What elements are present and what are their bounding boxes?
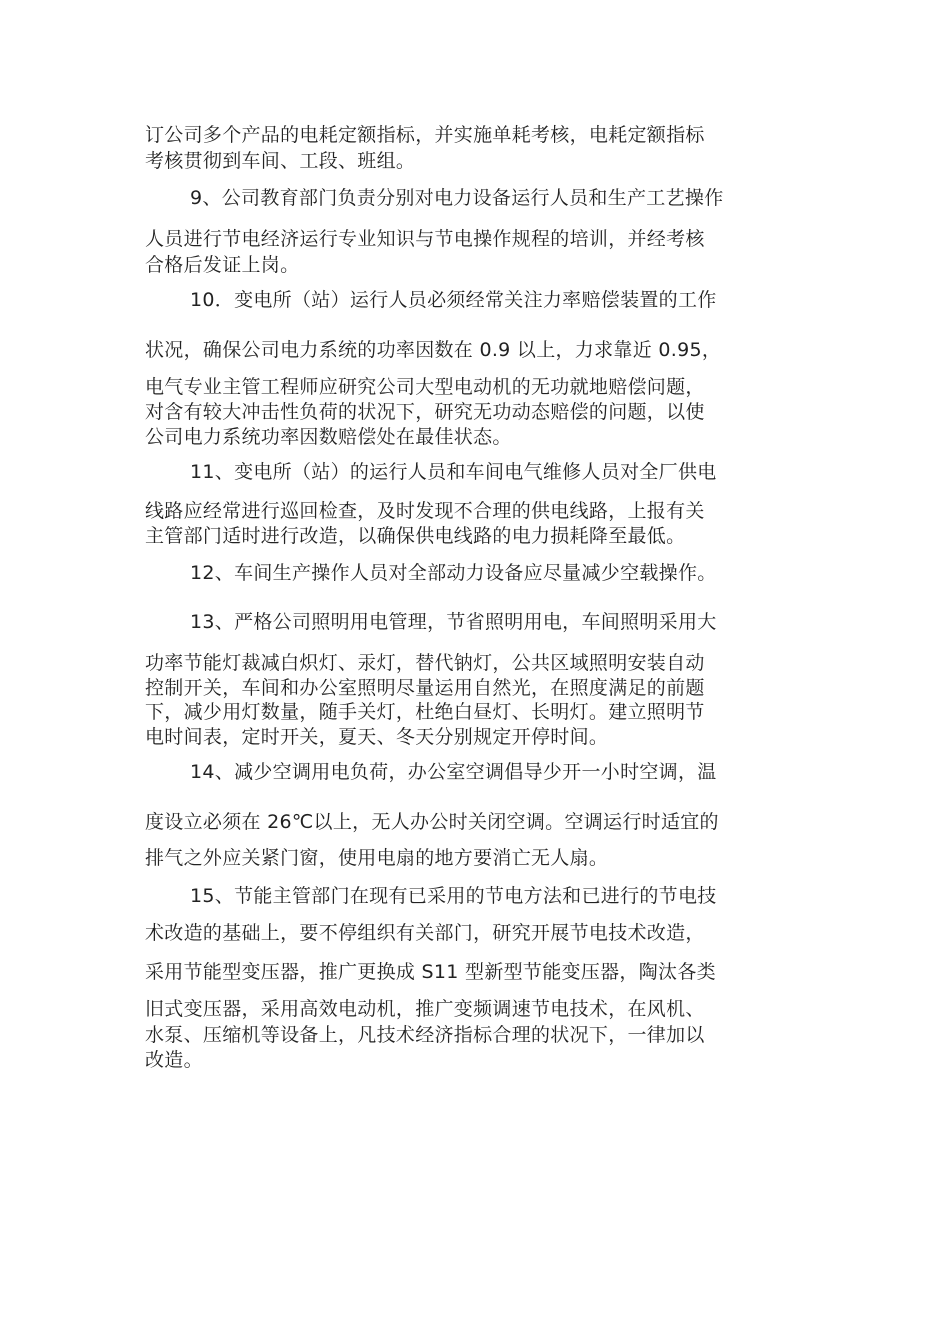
text-line: 公司电力系统功率因数赔偿处在最佳状态。	[145, 426, 512, 448]
text-line: 考核贯彻到车间、工段、班组。	[145, 150, 416, 172]
paragraph-12: 12、车间生产操作人员对全部动力设备应尽量减少空载操作。	[190, 562, 717, 584]
text-line: 订公司多个产品的电耗定额指标，并实施单耗考核，电耗定额指标	[145, 124, 705, 146]
text-line: 对含有较大冲击性负荷的状况下，研究无功动态赔偿的问题，以使	[145, 401, 705, 423]
text-line: 排气之外应关紧门窗，使用电扇的地方要消亡无人扇。	[145, 847, 609, 869]
paragraph-11-start: 11、变电所（站）的运行人员和车间电气维修人员对全厂供电	[190, 461, 717, 483]
text-line: 水泵、压缩机等设备上，凡技术经济指标合理的状况下，一律加以	[145, 1024, 705, 1046]
paragraph-10-start: 10．变电所（站）运行人员必须经常关注力率赔偿装置的工作	[190, 289, 717, 311]
text-line: 改造。	[145, 1049, 203, 1071]
text-line: 人员进行节电经济运行专业知识与节电操作规程的培训，并经考核	[145, 228, 705, 250]
text-line: 术改造的基础上，要不停组织有关部门，研究开展节电技术改造，	[145, 922, 705, 944]
text-line: 主管部门适时进行改造，以确保供电线路的电力损耗降至最低。	[145, 525, 686, 547]
paragraph-14-start: 14、减少空调用电负荷，办公室空调倡导少开一小时空调，温	[190, 761, 717, 783]
text-line: 合格后发证上岗。	[145, 254, 300, 276]
text-line: 旧式变压器，采用高效电动机，推广变频调速节电技术，在风机、	[145, 998, 705, 1020]
text-line: 电气专业主管工程师应研究公司大型电动机的无功就地赔偿问题，	[145, 376, 705, 398]
text-line: 度设立必须在 26℃以上，无人办公时关闭空调。空调运行时适宜的	[145, 811, 719, 833]
text-line: 线路应经常进行巡回检查，及时发现不合理的供电线路，上报有关	[145, 500, 705, 522]
paragraph-13-start: 13、严格公司照明用电管理，节省照明用电，车间照明采用大	[190, 611, 717, 633]
text-line: 状况，确保公司电力系统的功率因数在 0.9 以上，力求靠近 0.95，	[145, 339, 722, 361]
text-line: 采用节能型变压器，推广更换成 S11 型新型节能变压器，陶汰各类	[145, 961, 716, 983]
text-line: 下，减少用灯数量，随手关灯，杜绝白昼灯、长明灯。建立照明节	[145, 701, 705, 723]
paragraph-9-start: 9、公司教育部门负责分别对电力设备运行人员和生产工艺操作	[190, 187, 724, 209]
paragraph-15-start: 15、节能主管部门在现有已采用的节电方法和已进行的节电技	[190, 885, 717, 907]
text-line: 控制开关，车间和办公室照明尽量运用自然光，在照度满足的前题	[145, 677, 705, 699]
text-line: 电时间表，定时开关，夏天、冬天分别规定开停时间。	[145, 726, 609, 748]
text-line: 功率节能灯裁减白炽灯、汞灯，替代钠灯，公共区域照明安装自动	[145, 652, 705, 674]
